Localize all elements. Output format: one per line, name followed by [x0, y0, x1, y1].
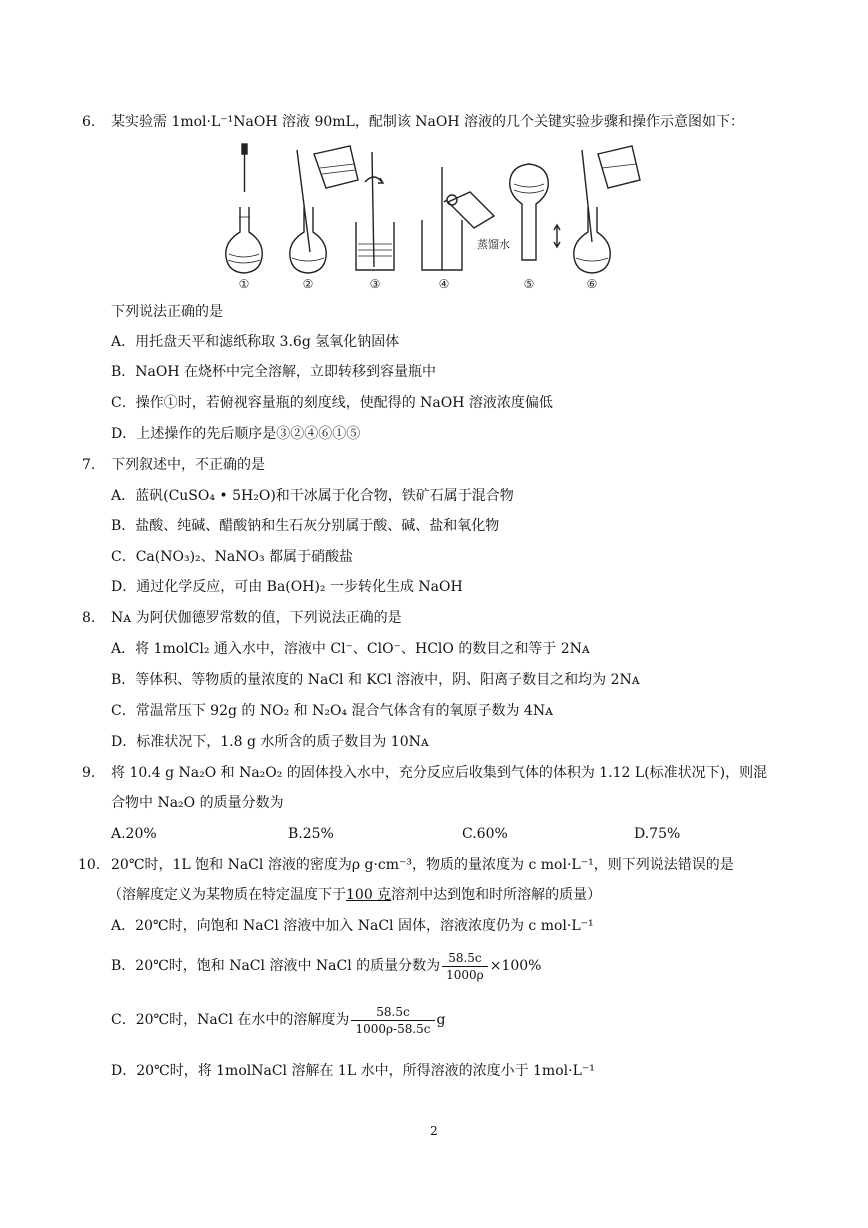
fraction-numerator: 58.5c	[351, 1004, 434, 1021]
q9-stem-line2: 合物中 Na₂O 的质量分数为	[111, 795, 284, 811]
figure-label-3: ③	[369, 277, 381, 291]
fraction-denominator: 1000ρ-58.5c	[355, 1021, 431, 1036]
q10-option-a: A．20℃时，向饱和 NaCl 溶液中加入 NaCl 固体，溶液浓度仍为 c mol·L⁻¹	[111, 918, 594, 934]
step4-wash-bottle-icon	[422, 167, 494, 270]
step2-pour-flask-icon	[290, 146, 358, 273]
q10-option-c-text: C．20℃时，NaCl 在水中的溶解度为	[111, 1012, 350, 1028]
q10-option-b-suffix: ×100%	[489, 958, 542, 974]
q6-option-d: D．上述操作的先后顺序是③②④⑥①⑤	[111, 426, 361, 442]
q9-option-b: B.25%	[288, 826, 334, 842]
q9-option-c: C.60%	[462, 826, 508, 842]
q10-note-post: 溶剂中达到饱和时所溶解的质量）	[391, 887, 602, 903]
q9-option-a: A.20%	[111, 826, 157, 842]
q6-option-b: B．NaOH 在烧杯中完全溶解，立即转移到容量瓶中	[111, 364, 437, 380]
q6-option-c: C．操作①时，若俯视容量瓶的刻度线，使配得的 NaOH 溶液浓度偏低	[111, 395, 553, 411]
q8-option-a: A．将 1molCl₂ 通入水中，溶液中 Cl⁻、ClO⁻、HClO 的数目之和等于 2Nᴀ	[111, 641, 590, 657]
q6-apparatus-figure	[222, 142, 642, 292]
q7-option-a: A．蓝矾(CuSO₄ • 5H₂O)和干冰属于化合物，铁矿石属于混合物	[111, 488, 514, 504]
water-label: 蒸馏水	[477, 238, 510, 251]
step1-dropper-flask-icon	[226, 144, 262, 273]
q8-number: 8.	[82, 610, 96, 626]
q10-stem: 20℃时，1L 饱和 NaCl 溶液的密度为ρ g·cm⁻³，物质的量浓度为 c mol·L⁻¹，则下列说法错误的是	[111, 857, 734, 873]
page-number: 2	[430, 1124, 438, 1138]
q6-prompt: 下列说法正确的是	[111, 304, 223, 320]
q7-number: 7.	[82, 457, 96, 473]
step6-pour-flask-icon	[574, 146, 640, 273]
figure-label-6: ⑥	[586, 277, 598, 291]
figure-label-5: ⑤	[523, 277, 535, 291]
q10-number: 10.	[78, 857, 101, 873]
q7-stem: 下列叙述中，不正确的是	[111, 457, 265, 473]
q9-option-d: D.75%	[634, 826, 681, 842]
fraction-numerator: 58.5c	[442, 950, 488, 967]
q8-option-b: B．等体积、等物质的量浓度的 NaCl 和 KCl 溶液中，阴、阳离子数目之和均为 2Nᴀ	[111, 672, 640, 688]
q10-note-underlined: 100 克	[346, 887, 392, 903]
q10-note-pre: （溶解度定义为某物质在特定温度下于	[108, 887, 346, 903]
q10-option-c-suffix: g	[436, 1012, 446, 1028]
q10-option-c	[111, 1002, 446, 1038]
q10-option-b-text: B．20℃时，饱和 NaCl 溶液中 NaCl 的质量分数为	[111, 958, 441, 974]
q10-option-b-fraction	[442, 950, 488, 983]
q8-option-d: D．标准状况下，1.8 g 水所含的质子数目为 10Nᴀ	[111, 734, 429, 750]
q6-number: 6.	[82, 114, 96, 130]
apparatus-diagram	[222, 142, 642, 292]
q10-option-c-fraction	[351, 1004, 434, 1037]
q8-option-c: C．常温常压下 92g 的 NO₂ 和 N₂O₄ 混合气体含有的氧原子数为 4Nᴀ	[111, 703, 553, 719]
q10-option-d: D．20℃时，将 1molNaCl 溶解在 1L 水中，所得溶液的浓度小于 1mol·L⁻¹	[111, 1063, 595, 1079]
step3-stir-beaker-icon	[356, 152, 394, 270]
q7-option-b: B．盐酸、纯碱、醋酸钠和生石灰分别属于酸、碱、盐和氧化物	[111, 518, 500, 534]
q8-stem: Nᴀ 为阿伏伽德罗常数的值，下列说法正确的是	[111, 610, 402, 626]
q9-number: 9.	[82, 765, 96, 781]
q10-option-b	[111, 948, 542, 984]
figure-label-1: ①	[238, 277, 250, 291]
q6-stem: 某实验需 1mol·L⁻¹NaOH 溶液 90mL，配制该 NaOH 溶液的几个关键实验步骤和操作示意图如下：	[111, 114, 745, 130]
q10-note	[108, 885, 601, 905]
fraction-denominator: 1000ρ	[446, 967, 484, 982]
q6-option-a: A．用托盘天平和滤纸称取 3.6g 氢氧化钠固体	[111, 334, 400, 350]
q7-option-d: D．通过化学反应，可由 Ba(OH)₂ 一步转化生成 NaOH	[111, 579, 463, 595]
figure-label-4: ④	[438, 277, 450, 291]
step5-invert-flask-icon	[510, 164, 560, 260]
q7-option-c: C．Ca(NO₃)₂、NaNO₃ 都属于硝酸盐	[111, 549, 354, 565]
figure-label-2: ②	[302, 277, 314, 291]
q9-stem-line1: 将 10.4 g Na₂O 和 Na₂O₂ 的固体投入水中，充分反应后收集到气体的体积为 1.12 L(标准状况下)，则混	[111, 765, 768, 781]
